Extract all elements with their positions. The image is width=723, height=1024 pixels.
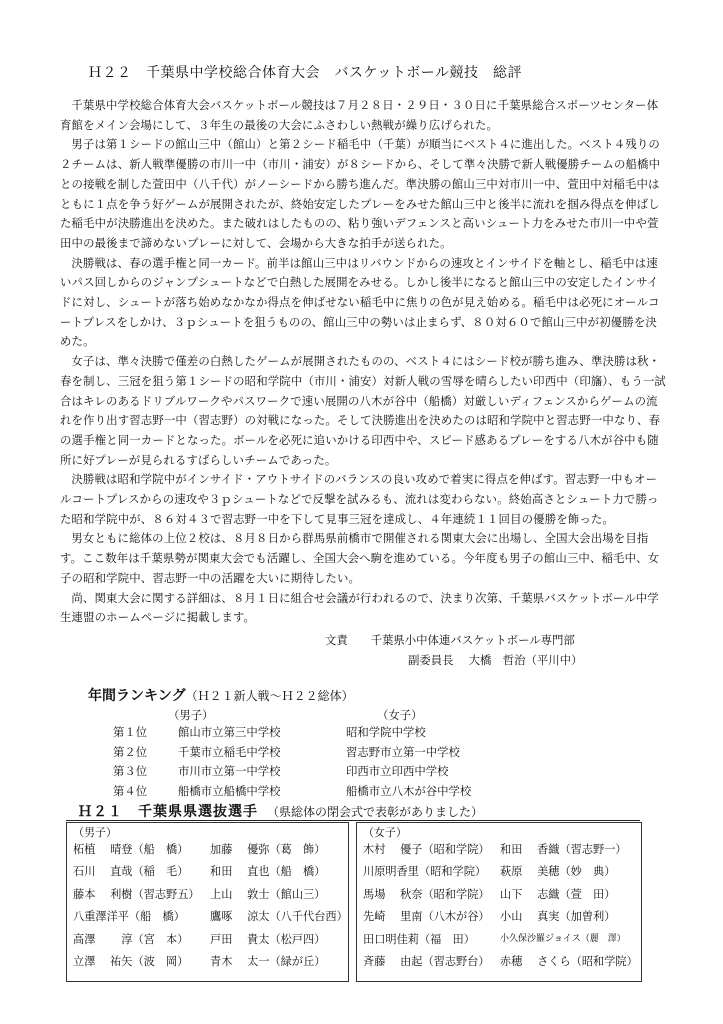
ranking-girls-school: 昭和学院中学校 bbox=[346, 725, 426, 739]
paragraph: 決勝戦は昭和学院中がインサイド・アウトサイドのバランスの良い攻めで着実に得点を伸ばす。習志野一中もオールコートプレスからの速攻や３ｐシュートなどで反撃を試みるも、流れは変わらない。終始高さとシュート力で勝った昭和学院中が、８６対４３で習志野一中を下して見事三冠を達成し、４年連続１１回目の優勝を飾った。 bbox=[60, 472, 659, 526]
ranking-subtitle: （Ｈ２１新人戦～Ｈ２２総体） bbox=[185, 689, 354, 703]
player-name: 萩原 美穂（妙 典） bbox=[500, 865, 616, 879]
ranking-position: 第２位 bbox=[113, 744, 148, 759]
player-name: 木村 優子（昭和学院） bbox=[363, 843, 490, 856]
signature-line-2: 副委員長 大橋 哲治（平川中） bbox=[408, 653, 583, 667]
player-name: 立澤 祐矢（波 岡） bbox=[73, 954, 189, 968]
ranking-boys-school: 千葉市立稲毛中学校 bbox=[178, 744, 281, 759]
ranking-boys-header: （男子） bbox=[168, 708, 214, 722]
ranking-position: 第３位 bbox=[113, 764, 148, 778]
selection-heading: Ｈ２１ 千葉県県選抜選手 bbox=[78, 804, 258, 820]
paragraph: 女子は、準々決勝で僅差の白熱したゲームが展開されたものの、ベスト４にはシード校が勝ち進み、準決勝は秋・春を制し、三冠を狙う第１シードの昭和学院中（市川・浦安）対新人戦の雪辱を晴らしたい印西中（印旛）、もう一試合はキレのあるドリブルワークやパスワークで速い展開の八木が谷中（船橋）対厳しいディフェンスからゲームの流れを作り出す習志野一中（習志野）の対戦になった。そして決勝進出を決めたのは昭和学院中と習志野一中なり、春の選手権と同一カードとなった。ボールを必死に追いかける印西中や、スピード感あるプレーをする八木が谷中も随所に好プレーが見られるすばらしいチームであった。 bbox=[60, 354, 666, 467]
player-name: 青木 太一（緑が丘） bbox=[210, 954, 326, 968]
boys-selection-box bbox=[66, 822, 349, 982]
player-name: 先崎 里南（八木が谷） bbox=[363, 910, 490, 924]
report-body bbox=[60, 96, 666, 628]
ranking-girls-school: 習志野市立第一中学校 bbox=[346, 744, 460, 759]
paragraph: 千葉県中学校総合体育大会バスケットボール競技は７月２８日・２９日・３０日に千葉県総合スポーツセンター体育館をメイン会場にして、３年生の最後の大会にふさわしい熱戦が繰り広げられた。 bbox=[60, 98, 659, 132]
selection-title bbox=[78, 801, 483, 821]
player-name: 上山 敦士（館山三） bbox=[210, 887, 326, 901]
player-name: 田口明佳莉（福 田） bbox=[363, 932, 475, 946]
player-name: 川原明香里（昭和学院） bbox=[363, 865, 487, 879]
player-name: 和田 香織（習志野一） bbox=[500, 843, 627, 856]
page-title: Ｈ２２ 千葉県中学校総合体育大会 バスケットボール競技 総評 bbox=[88, 65, 523, 81]
player-name: 加藤 優弥（葛 飾） bbox=[210, 843, 326, 856]
signature-line-1: 文責 千葉県小中体連バスケットボール専門部 bbox=[325, 633, 575, 647]
player-name: 斉藤 由起（習志野台） bbox=[363, 954, 490, 968]
ranking-position: 第４位 bbox=[113, 783, 148, 798]
player-name: 石川 直哉（稲 毛） bbox=[73, 865, 189, 879]
ranking-boys-school: 船橋市立船橋中学校 bbox=[178, 783, 281, 798]
player-name: 鷹啄 涼太（八千代台西） bbox=[210, 910, 348, 924]
player-name: 高澤 淳（宮 本） bbox=[73, 932, 189, 946]
boys-label: （男子） bbox=[73, 826, 117, 839]
player-name: 柘植 晴登（船 橋） bbox=[73, 843, 189, 856]
girls-selection-box bbox=[356, 822, 642, 982]
selection-divider bbox=[66, 820, 640, 821]
player-name: 藤本 利樹（習志野五） bbox=[73, 887, 200, 901]
player-name: 馬場 秋奈（昭和学院） bbox=[363, 887, 490, 901]
paragraph: 男子は第１シードの館山三中（館山）と第２シード稲毛中（千葉）が順当にベスト４に進出した。ベスト４残りの２チームは、新人戦準優勝の市川一中（市川・浦安）が８シードから、そして準々決勝で新人戦優勝チームの船橋中との接戦を制した萱田中（八千代）がノーシードから勝ち進んだ。準決勝の館山三中対市川一中、萱田中対稲毛中はともに１点を争う好ゲームが展開されたが、終始安定したプレーをみせた館山三中と後半に流れを掴み得点を伸ばした稲毛中が決勝進出を決めた。また破れはしたものの、粘り強いデフェンスと高いシュート力をみせた市川一中や萱田中の最後まで諦めないプレーに対して、会場から大きな拍手が送られた。 bbox=[60, 137, 661, 250]
ranking-title bbox=[88, 685, 354, 705]
ranking-boys-school: 館山市立第三中学校 bbox=[178, 725, 281, 739]
player-name: 小久保沙羅ジョイス（麗 澤） bbox=[500, 933, 626, 944]
ranking-position: 第１位 bbox=[113, 725, 148, 739]
player-name: 山下 志織（萱 田） bbox=[500, 887, 616, 901]
player-name: 赤穂 さくら（昭和学院） bbox=[500, 954, 638, 968]
ranking-girls-school: 印西市立印西中学校 bbox=[346, 764, 449, 778]
player-name: 八重澤洋平（船 橋） bbox=[73, 910, 185, 924]
ranking-heading: 年間ランキング bbox=[88, 688, 186, 704]
player-name: 戸田 貴太（松戸四） bbox=[210, 932, 326, 946]
paragraph: 男女ともに総体の上位２校は、８月８日から群馬県前橋市で開催される関東大会に出場し、全国大会出場を目指す。ここ数年は千葉県勢が関東大会でも活躍し、全国大会へ駒を進めている。今年度も男子の館山三中、稲毛中、女子の昭和学院中、習志野一中の活躍を大いに期待したい。 bbox=[60, 531, 660, 585]
player-name: 和田 直也（船 橋） bbox=[210, 865, 326, 879]
selection-note: （県総体の閉会式で表彰がありました） bbox=[273, 805, 484, 819]
paragraph: 決勝戦は、春の選手権と同一カード。前半は館山三中はリバウンドからの速攻とインサイドを軸とし、稲毛中は速いパス回しからのジャンプシュートなどで白熱した展開をみせる。しかし後半になると館山三中の安定したインサイドに対し、シュートが落ち始めなかなか得点を伸ばせない稲毛中に焦りの色が見え始める。稲毛中は必死にオールコートプレスをしかけ、３ｐシュートを狙うものの、館山三中の勢いは止まらず、８０対６０で館山三中が初優勝を決めた。 bbox=[60, 255, 660, 349]
ranking-boys-school: 市川市立第一中学校 bbox=[178, 764, 281, 778]
player-name: 小山 真実（加曽利） bbox=[500, 910, 616, 924]
ranking-girls-school: 船橋市立八木が谷中学校 bbox=[346, 783, 472, 798]
paragraph: 尚、関東大会に関する詳細は、８月１日に組合せ会議が行われるので、決まり次第、千葉県バスケットボール中学生連盟のホームページに掲載します。 bbox=[60, 590, 659, 625]
ranking-girls-header: （女子） bbox=[377, 708, 423, 722]
girls-label: （女子） bbox=[363, 826, 407, 839]
